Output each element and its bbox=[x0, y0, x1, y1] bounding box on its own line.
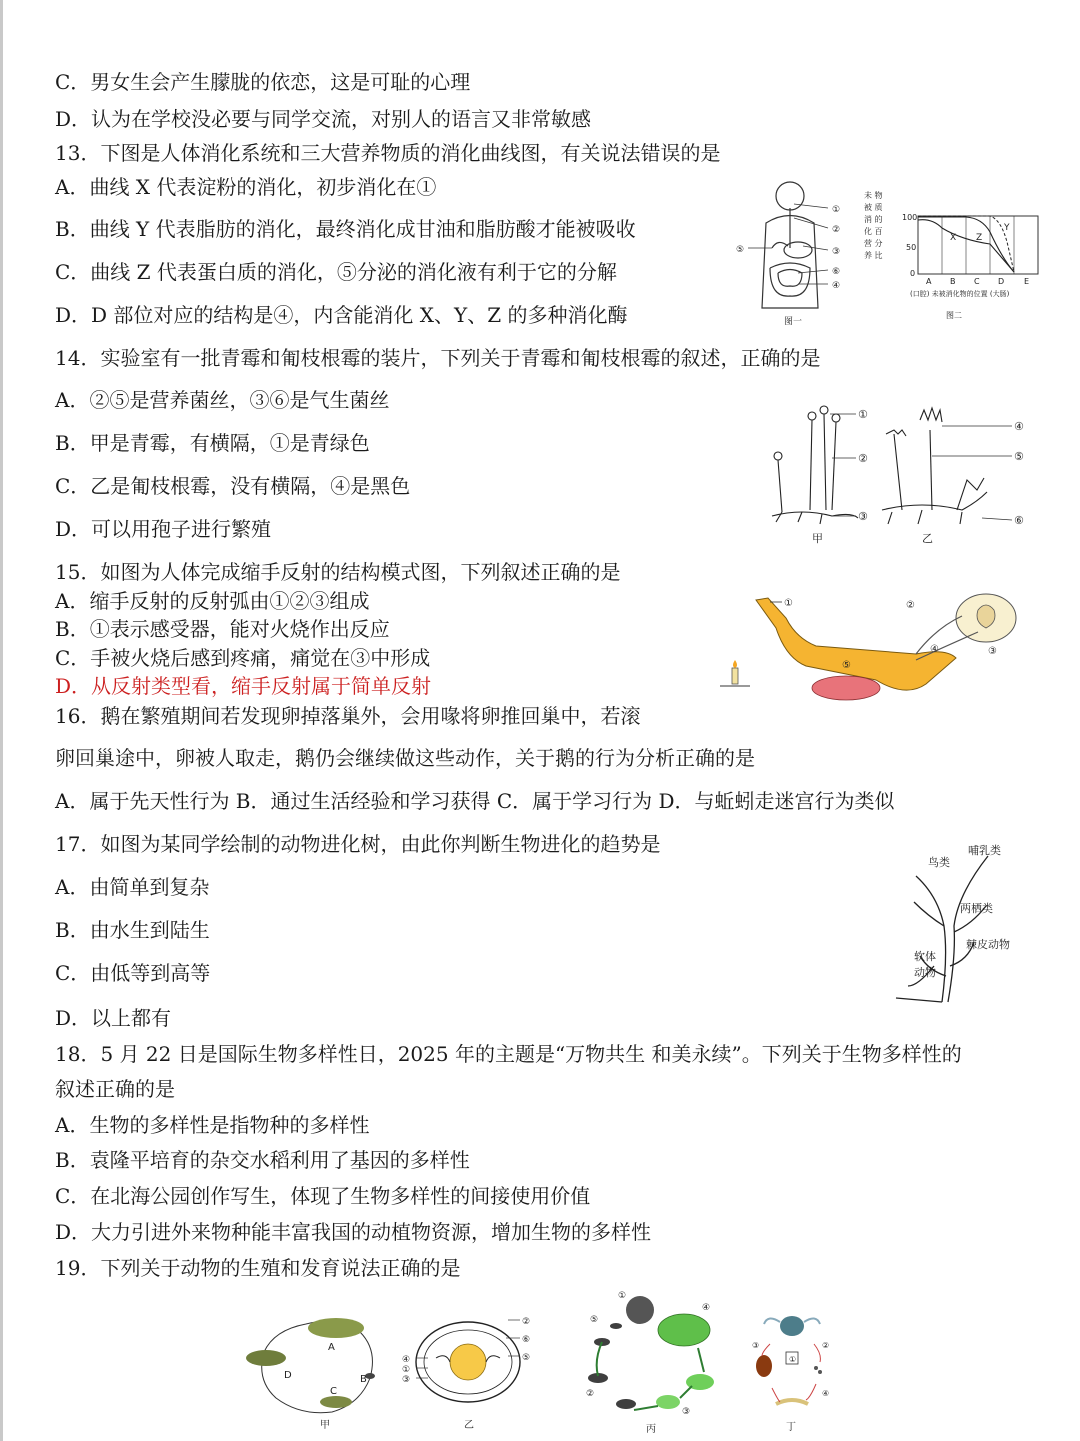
fig2-ytick-0: 0 bbox=[910, 269, 916, 278]
fig2-ytick-50: 50 bbox=[906, 243, 917, 252]
q16-stem-line2: 卵回巢途中，卵被人取走，鹅仍会继续做这些动作，关于鹅的行为分析正确的是 bbox=[55, 746, 755, 770]
fig2-ylabel-1: 未 物 bbox=[864, 191, 883, 200]
fig1-label-5: ⑤ bbox=[736, 245, 745, 255]
fig1-label-3: ③ bbox=[832, 247, 841, 257]
q13-option-d: D．D 部位对应的结构是④，内含能消化 X、Y、Z 的多种消化酶 bbox=[55, 303, 628, 327]
yi-label-4: ④ bbox=[402, 1355, 411, 1365]
yi-label-2: ② bbox=[522, 1317, 531, 1327]
digestion-curve-figure bbox=[862, 188, 1062, 328]
tree-label-mollusk-2: 动物 bbox=[914, 966, 936, 979]
mold-caption-yi: 乙 bbox=[922, 532, 933, 545]
tree-label-amphibian: 两栖类 bbox=[960, 902, 993, 915]
q17-stem: 17．如图为某同学绘制的动物进化树，由此你判断生物进化的趋势是 bbox=[55, 832, 661, 856]
q13-stem: 13．下图是人体消化系统和三大营养物质的消化曲线图，有关说法错误的是 bbox=[55, 141, 721, 165]
fig1-label-6: ⑥ bbox=[832, 267, 841, 277]
q17-option-c: C．由低等到高等 bbox=[55, 961, 211, 985]
jia-label-c: C bbox=[330, 1386, 337, 1397]
q14-option-c: C．乙是匍枝根霉，没有横隔，④是黑色 bbox=[55, 474, 411, 498]
q15-option-d: D．从反射类型看，缩手反射属于简单反射 bbox=[55, 674, 432, 698]
q14-option-a: A．②⑤是营养菌丝，③⑥是气生菌丝 bbox=[55, 388, 390, 412]
page-left-border bbox=[0, 0, 3, 1441]
q15-option-c: C．手被火烧后感到疼痛，痛觉在③中形成 bbox=[55, 646, 431, 670]
fig2-series-x: X bbox=[950, 233, 957, 243]
fig1-label-1: ① bbox=[832, 205, 841, 215]
bing-label-5: ⑤ bbox=[590, 1315, 599, 1325]
mold-label-5: ⑤ bbox=[1014, 450, 1024, 463]
q12-option-c: C．男女生会产生朦胧的依恋，这是可耻的心理 bbox=[55, 70, 471, 94]
bing-label-4: ④ bbox=[702, 1303, 711, 1313]
q17-option-b: B．由水生到陆生 bbox=[55, 918, 210, 942]
tree-label-mammal: 哺乳类 bbox=[968, 844, 1001, 857]
reflex-label-5: ⑤ bbox=[842, 660, 851, 671]
q13-option-c: C．曲线 Z 代表蛋白质的消化，⑤分泌的消化液有利于它的分解 bbox=[55, 260, 617, 284]
svg-text:化 百: 化 百 bbox=[864, 227, 883, 236]
fig2-series-y: Y bbox=[1004, 223, 1010, 233]
bing-label-1: ① bbox=[618, 1291, 627, 1301]
q15-stem: 15．如图为人体完成缩手反射的结构模式图，下列叙述正确的是 bbox=[55, 560, 621, 584]
fig1-label-4: ④ bbox=[832, 281, 841, 291]
fig2-xtick-d: D bbox=[998, 277, 1005, 286]
fig2-xtick-e: E bbox=[1024, 277, 1030, 286]
tree-label-echinoderm: 棘皮动物 bbox=[966, 938, 1010, 951]
q14-option-d: D．可以用孢子进行繁殖 bbox=[55, 517, 272, 541]
reflex-label-1: ① bbox=[784, 598, 793, 609]
q18-option-d: D．大力引进外来物种能丰富我国的动植物资源，增加生物的多样性 bbox=[55, 1220, 652, 1244]
ding-label-4: ④ bbox=[822, 1389, 830, 1398]
mold-caption-jia: 甲 bbox=[812, 532, 823, 545]
q12-option-d: D．认为在学校没必要与同学交流，对别人的语言又非常敏感 bbox=[55, 107, 592, 131]
svg-text:营 分: 营 分 bbox=[864, 239, 883, 248]
fig1-caption: 图一 bbox=[784, 317, 803, 327]
bing-caption: 丙 bbox=[646, 1424, 656, 1435]
q18-option-b: B．袁隆平培育的杂交水稻利用了基因的多样性 bbox=[55, 1148, 470, 1172]
svg-text:养 比: 养 比 bbox=[864, 251, 883, 260]
jia-label-b: B bbox=[360, 1374, 367, 1385]
q16-stem-line1: 16．鹅在繁殖期间若发现卵掉落巢外，会用喙将卵推回巢中，若滚 bbox=[55, 704, 641, 728]
bing-label-3: ③ bbox=[682, 1407, 691, 1417]
q13-option-b: B．曲线 Y 代表脂肪的消化，最终消化成甘油和脂肪酸才能被吸收 bbox=[55, 217, 636, 241]
q16-options: A．属于先天性行为 B．通过生活经验和学习获得 C．属于学习行为 D．与蚯蚓走迷宫行为类似 bbox=[55, 789, 895, 813]
tree-label-bird: 鸟类 bbox=[928, 856, 950, 869]
jia-label-d: D bbox=[284, 1370, 292, 1381]
mold-label-3: ③ bbox=[858, 510, 868, 523]
yi-label-6: ⑥ bbox=[522, 1335, 531, 1345]
fig2-caption: 图二 bbox=[946, 311, 962, 320]
fig2-xtick-b: B bbox=[950, 277, 956, 286]
ding-caption: 丁 bbox=[786, 1422, 796, 1433]
yi-caption: 乙 bbox=[464, 1420, 474, 1430]
ding-label-2: ② bbox=[822, 1341, 830, 1350]
q17-option-a: A．由简单到复杂 bbox=[55, 875, 210, 899]
ding-label-3: ③ bbox=[752, 1341, 760, 1350]
fig2-ytick-100: 100 bbox=[902, 213, 918, 222]
svg-text:消 的: 消 的 bbox=[864, 215, 883, 224]
q15-option-a: A．缩手反射的反射弧由①②③组成 bbox=[55, 589, 370, 613]
reflex-label-2: ② bbox=[906, 600, 915, 611]
tree-label-mollusk-1: 软体 bbox=[914, 950, 936, 963]
ding-label-1: ① bbox=[789, 1355, 797, 1364]
q18-option-a: A．生物的多样性是指物种的多样性 bbox=[55, 1113, 370, 1137]
mold-label-6: ⑥ bbox=[1014, 514, 1024, 527]
q18-stem-line1: 18．5 月 22 日是国际生物多样性日，2025 年的主题是“万物共生 和美永续”。下列关于生物多样性的 bbox=[55, 1042, 962, 1066]
mold-figure bbox=[762, 400, 1042, 550]
svg-text:被 质: 被 质 bbox=[864, 203, 883, 212]
mold-label-2: ② bbox=[858, 452, 868, 465]
fig2-xtick-c: C bbox=[974, 277, 980, 286]
yi-label-1: ① bbox=[402, 1365, 411, 1375]
bing-label-2: ② bbox=[586, 1389, 595, 1399]
q15-option-b: B．①表示感受器，能对火烧作出反应 bbox=[55, 617, 390, 641]
mold-label-4: ④ bbox=[1014, 420, 1024, 433]
jia-caption: 甲 bbox=[320, 1420, 330, 1431]
fig2-series-z: Z bbox=[976, 233, 983, 243]
fly-cycle-figure bbox=[746, 1304, 836, 1434]
fig1-label-2: ② bbox=[832, 225, 841, 235]
fig2-xlabel: (口腔) 未被消化物的位置 (大肠) bbox=[910, 290, 1010, 298]
frog-cycle-figure bbox=[572, 1286, 732, 1436]
jia-label-a: A bbox=[328, 1342, 335, 1353]
fig2-xtick-a: A bbox=[926, 277, 932, 286]
q14-stem: 14．实验室有一批青霉和匍枝根霉的装片，下列关于青霉和匍枝根霉的叙述，正确的是 bbox=[55, 346, 821, 370]
mold-label-1: ① bbox=[858, 408, 868, 421]
evolution-tree-figure bbox=[888, 836, 1048, 1008]
q18-stem-line2: 叙述正确的是 bbox=[55, 1077, 175, 1101]
reflex-arc-figure bbox=[716, 588, 1046, 718]
yi-label-5: ⑤ bbox=[522, 1353, 531, 1363]
q14-option-b: B．甲是青霉，有横隔，①是青绿色 bbox=[55, 431, 370, 455]
reflex-label-4: ④ bbox=[930, 644, 939, 655]
egg-structure-figure bbox=[396, 1310, 546, 1430]
grasshopper-cycle-figure bbox=[236, 1302, 396, 1432]
digestive-system-figure bbox=[728, 178, 858, 328]
yi-label-3: ③ bbox=[402, 1375, 411, 1385]
reflex-label-3: ③ bbox=[988, 646, 997, 657]
q19-stem: 19．下列关于动物的生殖和发育说法正确的是 bbox=[55, 1256, 461, 1280]
q18-option-c: C．在北海公园创作写生，体现了生物多样性的间接使用价值 bbox=[55, 1184, 591, 1208]
q17-option-d: D．以上都有 bbox=[55, 1006, 172, 1030]
q13-option-a: A．曲线 X 代表淀粉的消化，初步消化在① bbox=[55, 175, 437, 199]
